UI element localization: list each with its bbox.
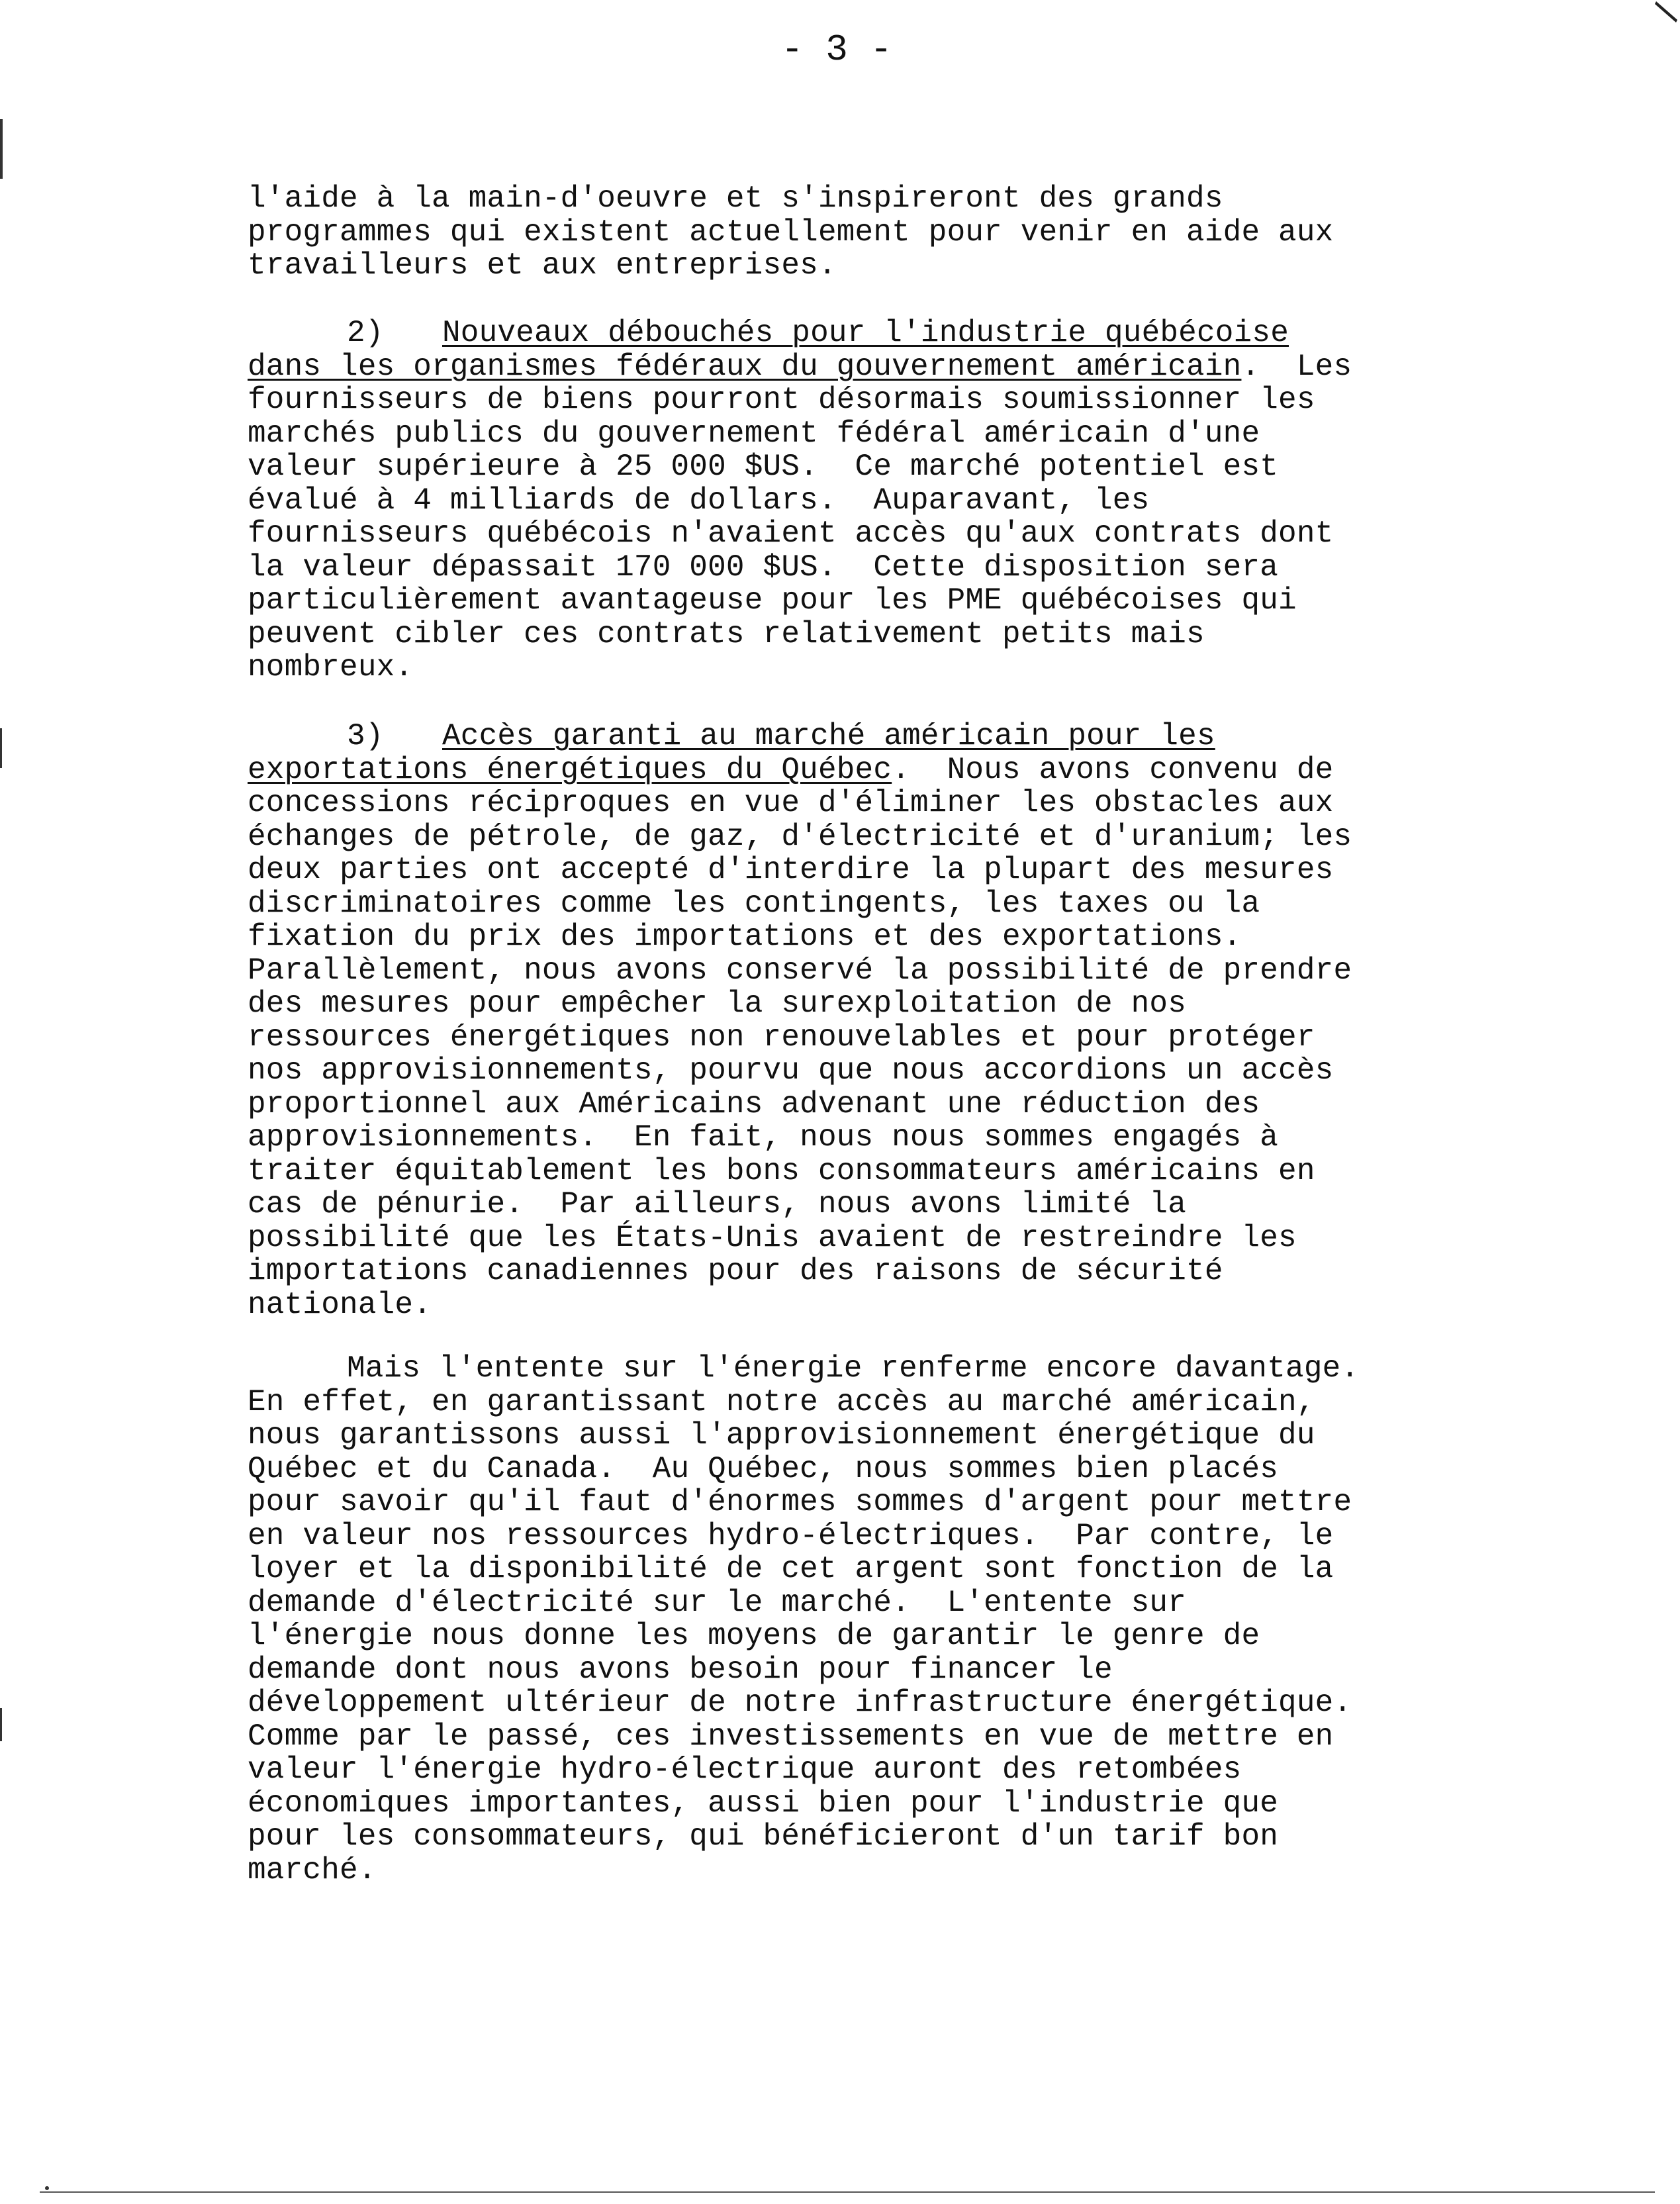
item-2-paragraph (248, 316, 1466, 685)
text-line: Comme par le passé, ces investissements en vue de mettre en (248, 1719, 1334, 1754)
scan-edge-mark (0, 1708, 2, 1741)
text-line: fixation du prix des importations et des exportations. (248, 920, 1242, 954)
text-line: échanges de pétrole, de gaz, d'électricité et d'uranium; les (248, 819, 1352, 854)
scan-speck (45, 2186, 49, 2190)
item-3-heading-line-2 (248, 753, 1466, 787)
text-line: ressources énergétiques non renouvelables et pour protéger (248, 1020, 1315, 1055)
text-line: En effet, en garantissant notre accès au marché américain, (248, 1384, 1315, 1419)
item-2-heading-part-1: Nouveaux débouchés pour l'industrie québécoise (442, 316, 1289, 350)
text-line: économiques importantes, aussi bien pour l'industrie que (248, 1786, 1279, 1821)
page-number: - 3 - (781, 28, 893, 71)
text-line: nombreux. (248, 650, 414, 685)
text-line: peuvent cibler ces contrats relativement petits mais (248, 616, 1205, 651)
text-line: nos approvisionnements, pourvu que nous accordions un accès (248, 1053, 1334, 1088)
scan-bottom-line (40, 2191, 1655, 2193)
text-line: travailleurs et aux entreprises. (248, 248, 837, 283)
item-2-heading-tail: . Les (1241, 349, 1352, 384)
text-line: discriminatoires comme les contingents, les taxes ou la (248, 886, 1260, 921)
energy-first-line-text: Mais l'entente sur l'énergie renferme encore davantage. (347, 1351, 1360, 1386)
text-line: valeur supérieure à 25 000 $US. Ce marché potentiel est (248, 450, 1279, 484)
text-line: possibilité que les États-Unis avaient de restreindre les (248, 1220, 1297, 1255)
text-line: loyer et la disponibilité de cet argent sont fonction de la (248, 1552, 1334, 1586)
text-line: des mesures pour empêcher la surexploitation de nos (248, 986, 1187, 1021)
text-line: Québec et du Canada. Au Québec, nous sommes bien placés (248, 1451, 1279, 1486)
scan-edge-mark (0, 119, 3, 179)
text-line: demande d'électricité sur le marché. L'entente sur (248, 1585, 1187, 1620)
text-line: fournisseurs de biens pourront désormais soumissionner les (248, 383, 1315, 417)
text-line: proportionnel aux Américains advenant une réduction des (248, 1086, 1260, 1122)
item-3-heading-part-2: exportations énergétiques du Québec (248, 752, 892, 787)
text-line: fournisseurs québécois n'avaient accès qu'aux contrats dont (248, 516, 1334, 551)
scan-edge-mark (0, 728, 2, 768)
item-3-heading-tail: . Nous avons convenu de (892, 752, 1334, 787)
text-line: programmes qui existent actuellement pour venir en aide aux (248, 215, 1334, 250)
item-2-number: 2) (347, 316, 384, 350)
text-line: marché. (248, 1852, 377, 1888)
scan-corner-mark (1654, 0, 1680, 26)
item-2-heading-part-2: dans les organismes fédéraux du gouvernement américain (248, 349, 1242, 384)
item-3-heading-line-1 (248, 720, 1466, 753)
text-line: l'énergie nous donne les moyens de garantir le genre de (248, 1619, 1260, 1653)
energy-paragraph (248, 1352, 1466, 1887)
text-line: Parallèlement, nous avons conservé la possibilité de prendre (248, 953, 1352, 988)
item-3-number: 3) (347, 719, 384, 753)
text-line: valeur l'énergie hydro-électrique auront des retombées (248, 1752, 1242, 1787)
text-line: marchés publics du gouvernement fédéral américain d'une (248, 416, 1260, 451)
text-line: pour les consommateurs, qui bénéficieront d'un tarif bon (248, 1819, 1279, 1854)
text-line: en valeur nos ressources hydro-électriques. Par contre, le (248, 1518, 1334, 1553)
item-2-heading-line-2 (248, 350, 1466, 384)
text-line: deux parties ont accepté d'interdire la plupart des mesures (248, 853, 1334, 887)
item-2-heading-line-1 (248, 316, 1466, 350)
text-line: développement ultérieur de notre infrastructure énergétique. (248, 1686, 1352, 1720)
text-line: évalué à 4 milliards de dollars. Auparavant, les (248, 483, 1150, 518)
energy-first-line (248, 1352, 1466, 1386)
text-line: cas de pénurie. Par ailleurs, nous avons limité la (248, 1187, 1187, 1222)
text-line: demande dont nous avons besoin pour financer le (248, 1652, 1113, 1687)
text-line: particulièrement avantageuse pour les PME québécoises qui (248, 583, 1297, 618)
text-line: nationale. (248, 1287, 432, 1322)
text-line: nous garantissons aussi l'approvisionnement énergétique du (248, 1418, 1315, 1453)
text-line: concessions réciproques en vue d'éliminer les obstacles aux (248, 786, 1334, 820)
item-3-paragraph (248, 720, 1466, 1321)
text-line: approvisionnements. En fait, nous nous sommes engagés à (248, 1120, 1279, 1155)
text-line: l'aide à la main-d'oeuvre et s'inspireront des grands (248, 181, 1223, 216)
text-line: la valeur dépassait 170 000 $US. Cette disposition sera (248, 550, 1279, 585)
intro-paragraph (248, 182, 1466, 283)
text-line: importations canadiennes pour des raisons de sécurité (248, 1254, 1223, 1288)
text-line: traiter équitablement les bons consommateurs américains en (248, 1153, 1315, 1188)
text-line: pour savoir qu'il faut d'énormes sommes d'argent pour mettre (248, 1485, 1352, 1519)
item-3-heading-part-1: Accès garanti au marché américain pour les (442, 719, 1215, 753)
